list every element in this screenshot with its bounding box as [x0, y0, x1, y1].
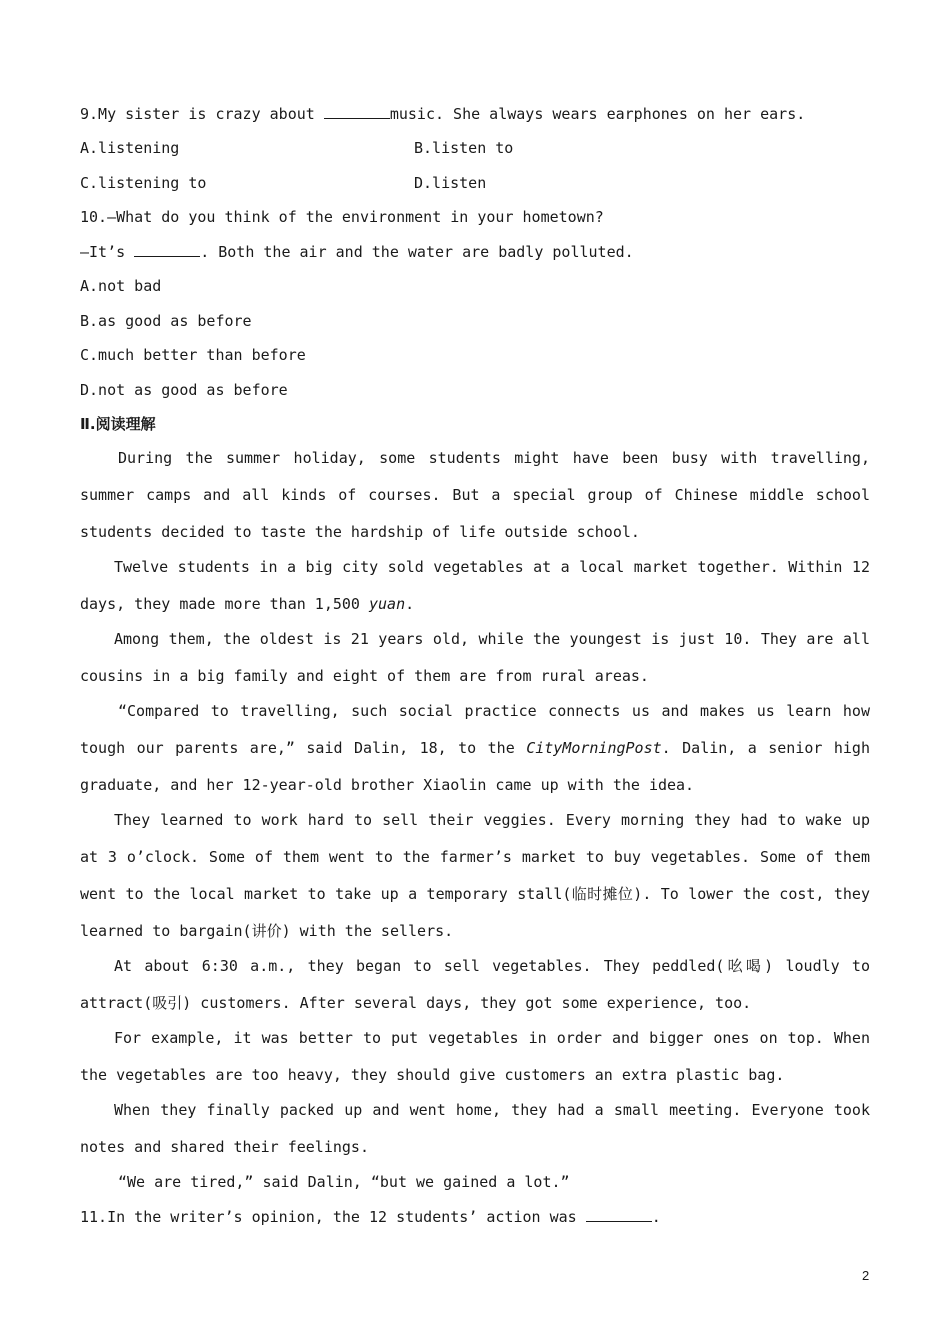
paragraph-text: At about 6:30 a.m., they began to sell vegetables. They peddled(吆喝) loudly to attract(吸引) customers. After several days, they got some experience, too.	[80, 957, 870, 1012]
passage-paragraph-5	[80, 802, 870, 950]
passage-paragraph-3	[80, 621, 870, 695]
italic-newspaper-name: CityMorningPost	[526, 739, 662, 757]
passage-paragraph-9	[80, 1164, 870, 1201]
question-10-stem: 10.—What do you think of the environment in your hometown?	[80, 208, 604, 226]
reply-text-tail: . Both the air and the water are badly polluted.	[200, 243, 634, 261]
option-d: D.not as good as before	[80, 381, 288, 399]
passage-paragraph-4	[80, 693, 870, 804]
option-a: A.not bad	[80, 277, 162, 295]
question-9-stem	[80, 104, 805, 124]
section-title: Ⅱ.阅读理解	[80, 415, 156, 433]
passage-paragraph-8	[80, 1092, 870, 1166]
paragraph-text: “We are tired,” said Dalin, “but we gained a lot.”	[118, 1173, 570, 1191]
passage-paragraph-7	[80, 1020, 870, 1094]
paragraph-text: During the summer holiday, some students might have been busy with travelling, summer camps and all kinds of courses. But a special group of Chinese middle school students decided to taste the hardship of life outside school.	[80, 449, 870, 541]
option-b: B.listen to	[414, 139, 514, 157]
passage-paragraph-6	[80, 948, 870, 1022]
answer-blank	[134, 242, 200, 257]
question-9-text: 9.My sister is crazy about	[80, 105, 324, 123]
reply-text: —It’s	[80, 243, 135, 261]
passage-paragraph-2	[80, 549, 870, 623]
paragraph-text: For example, it was better to put vegetables in order and bigger ones on top. When the vegetables are too heavy, they should give customers an extra plastic bag.	[80, 1029, 870, 1084]
page-number: 2	[862, 1268, 870, 1283]
option-d: D.listen	[414, 174, 487, 192]
option-c: C.listening to	[80, 174, 207, 192]
paragraph-text: Twelve students in a big city sold vegetables at a local market together. Within 12 days, they made more than 1,500	[80, 558, 870, 613]
question-9-text-tail: music. She always wears earphones on her ears.	[389, 105, 806, 123]
paragraph-text: When they finally packed up and went home, they had a small meeting. Everyone took notes and shared their feelings.	[80, 1101, 870, 1156]
question-11-text: 11.In the writer’s opinion, the 12 students’ action was	[80, 1208, 586, 1226]
question-10-reply	[80, 242, 634, 262]
paragraph-text-tail: .	[405, 595, 415, 613]
paragraph-text: “Compared to travelling, such social practice connects us and makes us learn how tough our parents are,” said Dalin, 18, to the	[80, 702, 870, 757]
option-b: B.as good as before	[80, 312, 252, 330]
paragraph-text-tail: . Dalin, a senior high graduate, and her 12-year-old brother Xiaolin came up with the idea.	[80, 739, 870, 794]
answer-blank	[586, 1207, 652, 1222]
paragraph-text: Among them, the oldest is 21 years old, while the youngest is just 10. They are all cousins in a big family and eight of them are from rural areas.	[80, 630, 870, 685]
paragraph-text: They learned to work hard to sell their veggies. Every morning they had to wake up at 3 o’clock. Some of them went to the farmer’s market to buy vegetables. Some of them went to the local market to take up a temporary stall(临时摊位). To lower the cost, they learned to bargain(讲价) with the sellers.	[80, 811, 870, 940]
option-c: C.much better than before	[80, 346, 306, 364]
answer-blank	[324, 104, 390, 119]
question-11-stem	[80, 1207, 661, 1227]
question-11-text-tail: .	[651, 1208, 661, 1226]
passage-paragraph-1	[80, 440, 870, 551]
italic-currency: yuan	[368, 595, 406, 613]
option-a: A.listening	[80, 139, 180, 157]
